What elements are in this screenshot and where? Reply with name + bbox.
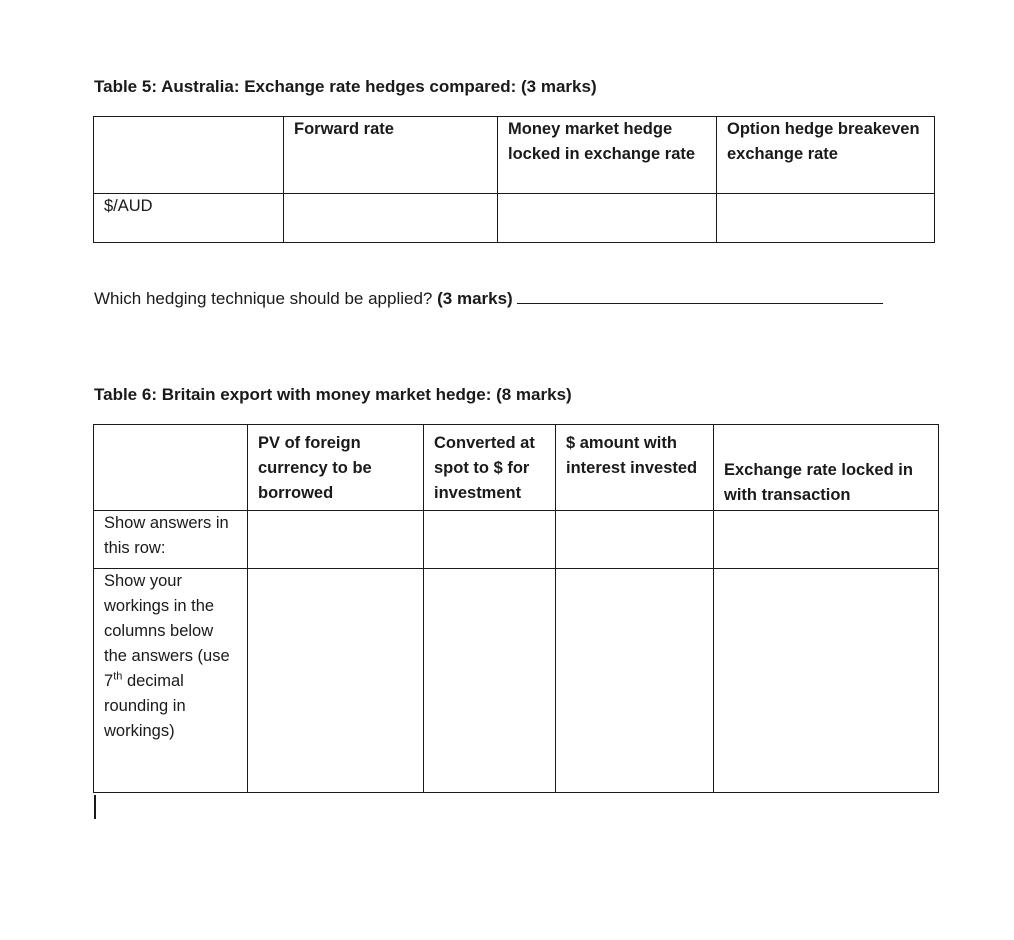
table6-answer-pv[interactable] <box>248 511 424 569</box>
table6-caption: Table 6: Britain export with money market hedge: (8 marks) <box>94 385 572 404</box>
table6-header-pv-foreign-currency: PV of foreign currency to be borrowed <box>248 425 424 511</box>
question-text: Which hedging technique should be applied? <box>94 289 433 308</box>
table6-header-exchange-rate-locked: Exchange rate locked in with transaction <box>714 425 939 511</box>
table6-workings-amount[interactable] <box>556 569 714 793</box>
table6-answer-amount[interactable] <box>556 511 714 569</box>
table6-header-dollar-amount-interest: $ amount with interest invested <box>556 425 714 511</box>
question-marks: (3 marks) <box>437 289 513 308</box>
table5-data-row <box>94 194 935 243</box>
table5-header-option-hedge: Option hedge breakeven exchange rate <box>717 117 935 194</box>
table5-cell-money-market-hedge[interactable] <box>498 194 717 243</box>
table5-row-label: $/AUD <box>94 194 284 243</box>
table6-workings-row <box>94 569 939 793</box>
table5-header-empty <box>94 117 284 194</box>
table6-header-converted-at-spot: Converted at spot to $ for investment <box>424 425 556 511</box>
table6-header-empty <box>94 425 248 511</box>
workings-label-sup: th <box>113 670 123 683</box>
table5-cell-forward-rate[interactable] <box>284 194 498 243</box>
table5-cell-option-hedge[interactable] <box>717 194 935 243</box>
table5-header-money-market-hedge: Money market hedge locked in exchange rate <box>498 117 717 194</box>
table6 <box>93 424 939 793</box>
table6-workings-exchange-rate[interactable] <box>714 569 939 793</box>
answer-line[interactable] <box>517 287 883 304</box>
table5-header-forward-rate: Forward rate <box>284 117 498 194</box>
text-cursor <box>94 795 96 819</box>
table6-answers-row <box>94 511 939 569</box>
table6-answers-label: Show answers in this row: <box>94 511 248 569</box>
table6-answer-exchange-rate[interactable] <box>714 511 939 569</box>
table6-answer-converted[interactable] <box>424 511 556 569</box>
table6-workings-pv[interactable] <box>248 569 424 793</box>
workings-label-post: decimal rounding in workings) <box>104 672 186 740</box>
table6-workings-label <box>94 569 248 793</box>
table6-workings-converted[interactable] <box>424 569 556 793</box>
table5-header-row <box>94 117 935 194</box>
table5-caption: Table 5: Australia: Exchange rate hedges compared: (3 marks) <box>94 77 597 96</box>
table6-header-row <box>94 425 939 511</box>
workings-label-pre: Show your workings in the columns below the answers (use 7 <box>104 572 230 690</box>
table5 <box>93 116 935 243</box>
hedging-question <box>94 287 883 309</box>
